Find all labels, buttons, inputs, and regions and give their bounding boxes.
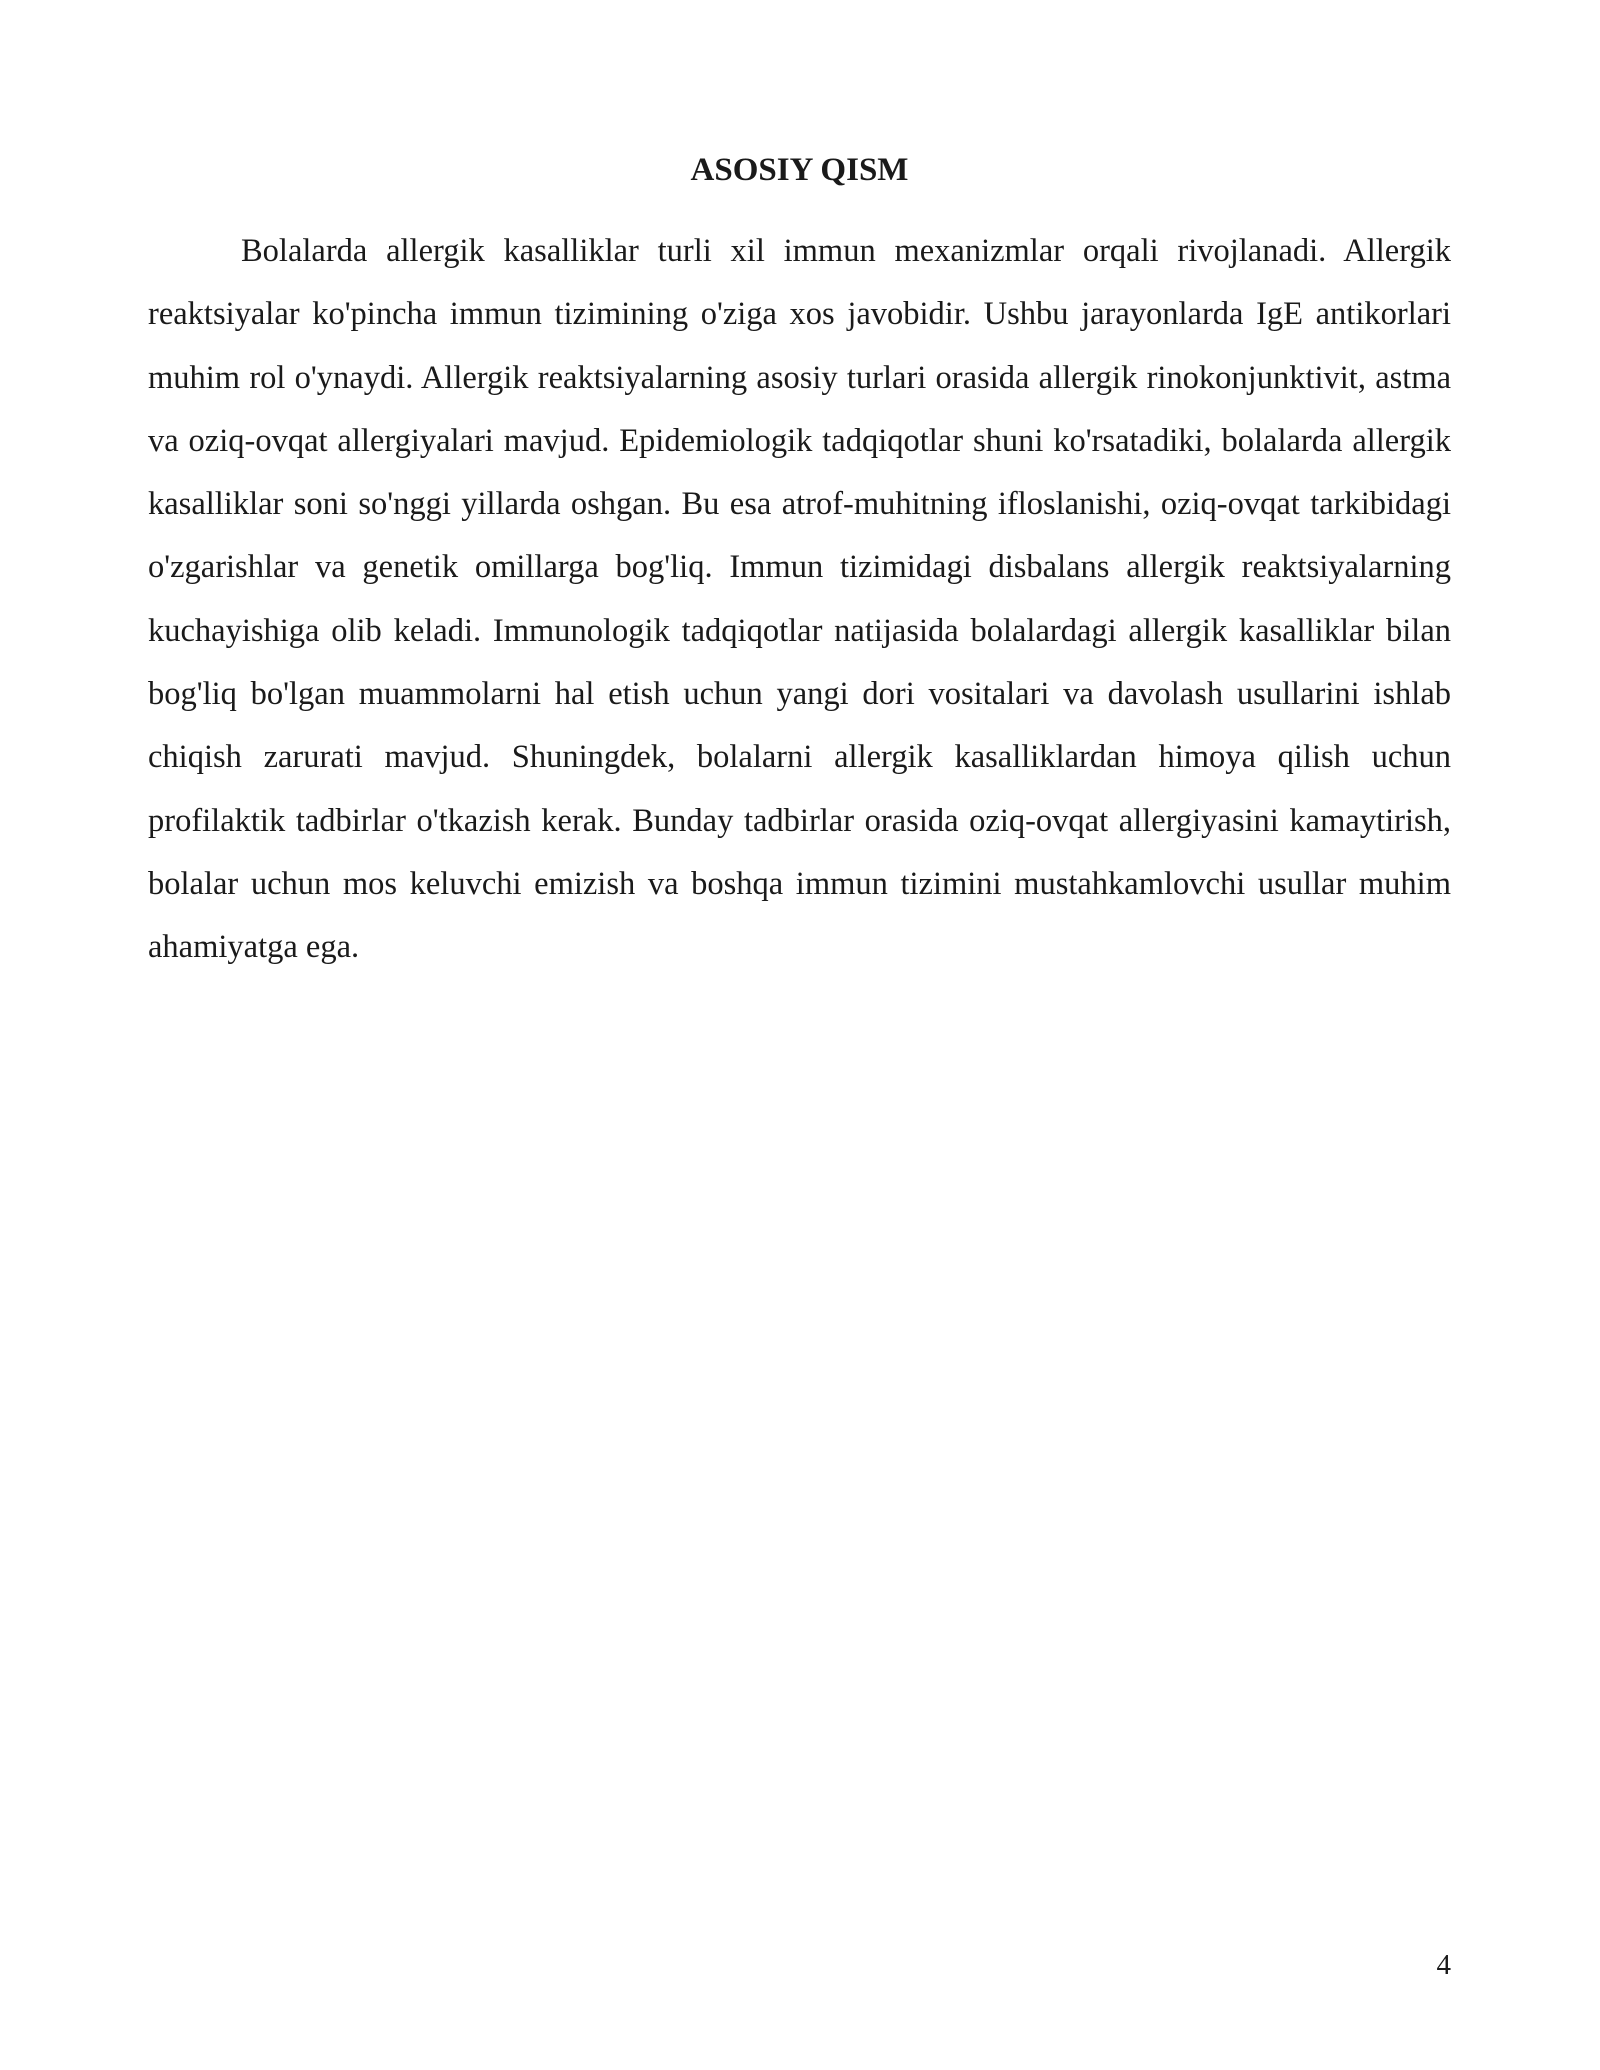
body-paragraph: Bolalarda allergik kasalliklar turli xil immun mexanizmlar orqali rivojlanadi. Allergik reaktsiyalar ko'pincha immun tizimining o'ziga xos javobidir. Ushbu jarayonlarda IgE antikorlari muhim rol o'ynaydi. Allergik reaktsiyalarning asosiy turlari orasida allergik rinokonjunktivit, astma va oziq-ovqat allergiyalari mavjud. Epidemiologik tadqiqotlar shuni ko'rsatadiki, bolalarda allergik kasalliklar soni so'nggi yillarda oshgan. Bu esa atrof-muhitning ifloslanishi, oziq-ovqat tarkibidagi o'zgarishlar va genetik omillarga bog'liq. Immun tizimidagi disbalans allergik reaktsiyalarning kuchayishiga olib keladi. Immunologik tadqiqotlar natijasida bolalardagi allergik kasalliklar bilan bog'liq bo'lgan muammolarni hal etish uchun yangi dori vositalari va davolash usullarini ishlab chiqish zarurati mavjud. Shuningdek, bolalarni allergik kasalliklardan himoya qilish uchun profilaktik tadbirlar o'tkazish kerak. Bunday tadbirlar orasida oziq-ovqat allergiyasini kamaytirish, bolalar uchun mos keluvchi emizish va boshqa immun tizimini mustahkamlovchi usullar muhim ahamiyatga ega. (148, 233, 1451, 966)
page-number: 4 (1436, 1949, 1451, 1981)
section-heading: ASOSIY QISM (690, 152, 909, 188)
